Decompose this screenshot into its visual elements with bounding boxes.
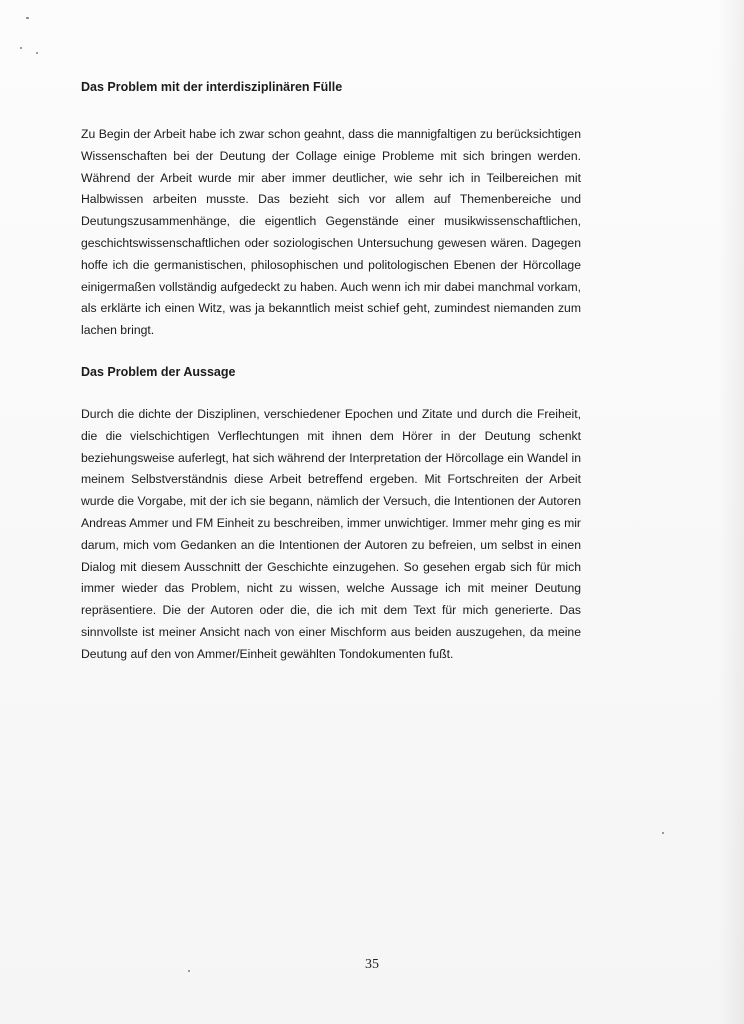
section-heading: Das Problem der Aussage xyxy=(81,364,236,379)
scan-speck xyxy=(36,52,38,54)
page-edge-shadow xyxy=(718,0,744,1024)
document-body xyxy=(81,79,581,666)
scan-speck xyxy=(662,832,664,834)
section-paragraph: Durch die dichte der Disziplinen, verschiedener Epochen und Zitate und durch die Freiheit, die die vielschichtigen Verflechtungen mit ihnen dem Hörer in der Deutung schenkt beziehungsweise auferlegt, hat sich während der Interpretation der Hörcollage ein Wandel in meinem Selbstverständnis diese Arbeit betreffend ergeben. Mit Fortschreiten der Arbeit wurde die Vorgabe, mit der ich sie begann, nämlich der Versuch, die Intentionen der Autoren Andreas Ammer und FM Einheit zu beschreiben, immer unwichtiger. Immer mehr ging es mir darum, mich vom Gedanken an die Intentionen der Autoren zu befreien, um selbst in einen Dialog mit diesem Ausschnitt der Geschichte einzugehen. So gesehen ergab sich für mich immer wieder das Problem, nicht zu wissen, welche Aussage ich mit meiner Deutung repräsentiere. Die der Autoren oder die, die ich mit dem Text für mich generierte. Das sinnvollste ist meiner Ansicht nach von einer Mischform aus beiden auszugehen, da meine Deutung auf den von Ammer/Einheit gewählten Tondokumenten fußt. xyxy=(81,406,581,661)
scan-speck xyxy=(26,17,29,19)
scan-speck xyxy=(20,47,22,49)
section-paragraph: Zu Begin der Arbeit habe ich zwar schon geahnt, dass die mannigfaltigen zu berücksichtigen Wissenschaften bei der Deutung der Collage einige Probleme mit sich bringen werden. Während der Arbeit wurde mir aber immer deutlicher, wie sehr ich in Teilbereichen mit Halbwissen arbeiten musste. Das bezieht sich vor allem auf Themenbereiche und Deutungszusammenhänge, die eigentlich Gegenstände einer musikwissenschaftlichen, geschichtswissenschaftlichen oder soziologischen Untersuchung gewesen wären. Dagegen hoffe ich die germanistischen, philosophischen und politologischen Ebenen der Hörcollage einigermaßen vollständig aufgedeckt zu haben. Auch wenn ich mir dabei manchmal vorkam, als erklärte ich einen Witz, was ja bekanntlich meist schief geht, zumindest niemanden zum lachen bringt. xyxy=(81,127,581,338)
page-number: 35 xyxy=(365,957,379,972)
section-heading: Das Problem mit der interdisziplinären Fülle xyxy=(81,80,343,94)
